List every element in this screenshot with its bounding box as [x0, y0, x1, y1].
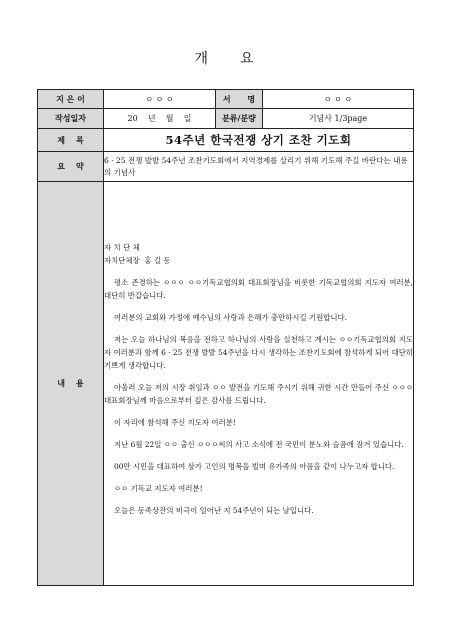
subject-row: [38, 129, 414, 152]
content-paragraph-5: 이 자리에 참석해 주신 지도자 여러분!: [114, 418, 236, 427]
writer-label: 지 은 이: [38, 90, 104, 109]
content-label: 내 용: [38, 182, 104, 586]
summary-row: [38, 152, 414, 182]
subject-value: 54주년 한국전쟁 상기 조찬 기도회: [104, 129, 414, 152]
subject-label: 제 목: [38, 129, 104, 152]
signature-value: ㅇ ㅇ ㅇ: [263, 90, 414, 109]
page-title: [0, 48, 450, 68]
content-paragraph-2: 여러분의 교회와 가정에 예수님의 사랑과 은혜가 충만하시길 기원합니다.: [114, 313, 347, 322]
content-paragraph-8: ㅇㅇ 기독교 지도자 여러분!: [114, 484, 203, 493]
summary-label: 요 약: [38, 152, 104, 182]
overview-form-table: [37, 89, 414, 586]
content-body: [104, 182, 414, 586]
content-paragraph-3: 저는 오늘 하나님의 복음을 전하고 하나님의 사랑을 실천하고 계시는 ㅇㅇ기독교협의회 지도자 여러분과 함께 6 · 25 전쟁 발발 54주년을 다시 생각하는 조찬기도회에 참석하게 되어 대단히 기쁘게 생각합니다.: [104, 335, 413, 370]
content-paragraph-4: 아울러 오늘 저의 시장 취임과 ㅇㅇ 발전을 기도해 주시기 위해 귀한 시간 만들어 주신 ㅇㅇㅇ 대표회장님께 마음으로부터 깊은 감사를 드립니다.: [104, 383, 413, 405]
writer-value: ㅇ ㅇ ㅇ: [104, 90, 216, 109]
content-paragraph-6: 지난 6월 22일 ㅇㅇ 출신 ㅇㅇㅇ씨의 사고 소식에 전 국민이 분노와 슬픔에 잠겨 있습니다.: [114, 440, 404, 449]
signature-label: 서 명: [216, 90, 263, 109]
content-paragraph-9: 오늘은 동족상잔의 비극이 일어난 지 54주년이 되는 날입니다.: [114, 506, 314, 515]
summary-value: 6 · 25 전쟁 발발 54주년 조찬기도회에서 지역경제를 살리기 위해 기도해 주길 바란다는 내용의 기념사: [104, 152, 414, 182]
content-row: [38, 182, 414, 586]
greeting-line-2: 자치단체장 홍 길 동: [104, 256, 171, 265]
greeting-line-1: 자 치 단 체: [104, 243, 140, 252]
title-left-char: 개: [194, 51, 210, 67]
content-paragraph-1: 평소 존경하는 ㅇㅇㅇ ㅇㅇ기독교협의회 대표회장님을 비롯한 기독교협의회 지도자 여러분, 대단히 반갑습니다.: [104, 278, 413, 300]
category-value: 기념사 1/3page: [263, 109, 414, 129]
date-value: 20 년 월 일: [104, 109, 216, 129]
title-right-char: 요: [240, 51, 256, 67]
category-label: 분류/분량: [216, 109, 263, 129]
date-label: 작성일자: [38, 109, 104, 129]
writer-row: [38, 90, 414, 109]
date-row: [38, 109, 414, 129]
content-paragraph-7: 00만 시민을 대표하여 삼가 고인의 명복을 빌며 유가족의 아픔을 같이 나누고자 합니다.: [114, 462, 395, 471]
